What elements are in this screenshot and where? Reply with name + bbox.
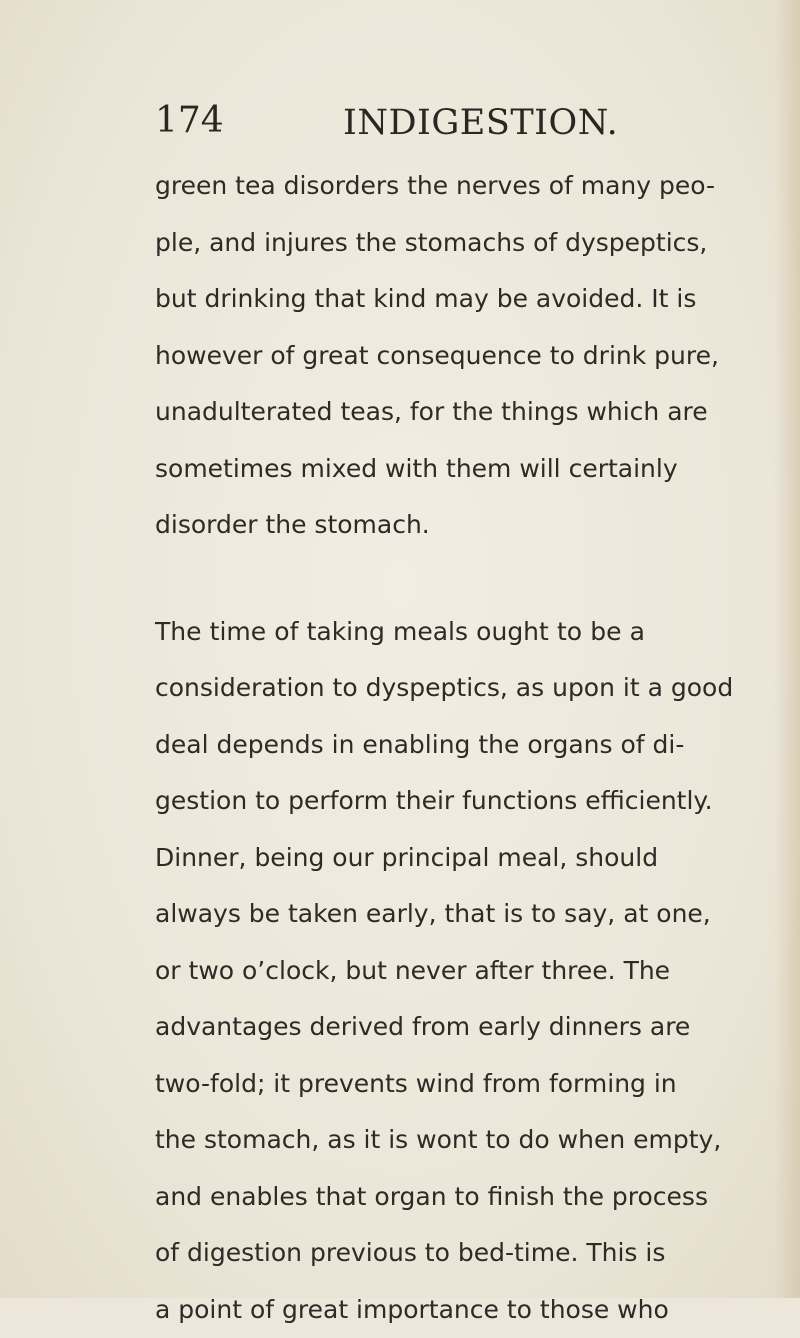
text-line: consideration to dyspeptics, as upon it a good [155, 660, 645, 717]
text-line: two-fold; it prevents wind from forming in [155, 1056, 645, 1113]
paragraph-2 [155, 604, 645, 1338]
text-line: or two o’clock, but never after three. The [155, 943, 645, 1000]
text-line: disorder the stomach. [155, 497, 645, 554]
page-edge-shadow [774, 0, 800, 1298]
text-line: deal depends in enabling the organs of di- [155, 717, 645, 774]
text-line: advantages derived from early dinners are [155, 999, 645, 1056]
text-line: gestion to perform their functions efficiently. [155, 773, 645, 830]
text-line: and enables that organ to finish the process [155, 1169, 645, 1226]
paragraph-1 [155, 158, 645, 554]
text-line: unadulterated teas, for the things which are [155, 384, 645, 441]
text-line: green tea disorders the nerves of many peo- [155, 158, 645, 215]
running-head: INDIGESTION. [343, 103, 618, 143]
page-header [155, 100, 575, 160]
text-line: sometimes mixed with them will certainly [155, 441, 645, 498]
text-line: ple, and injures the stomachs of dyspeptics, [155, 215, 645, 272]
page-number: 174 [155, 100, 224, 141]
text-line: the stomach, as it is wont to do when empty, [155, 1112, 645, 1169]
text-line: a point of great importance to those who [155, 1282, 645, 1338]
text-line: however of great consequence to drink pure, [155, 328, 645, 385]
paragraph-gap [155, 554, 645, 604]
text-line: but drinking that kind may be avoided. It is [155, 271, 645, 328]
text-line: always be taken early, that is to say, at one, [155, 886, 645, 943]
text-line: The time of taking meals ought to be a [155, 604, 645, 661]
text-line: of digestion previous to bed-time. This is [155, 1225, 645, 1282]
body-text [155, 158, 645, 1338]
text-line: Dinner, being our principal meal, should [155, 830, 645, 887]
